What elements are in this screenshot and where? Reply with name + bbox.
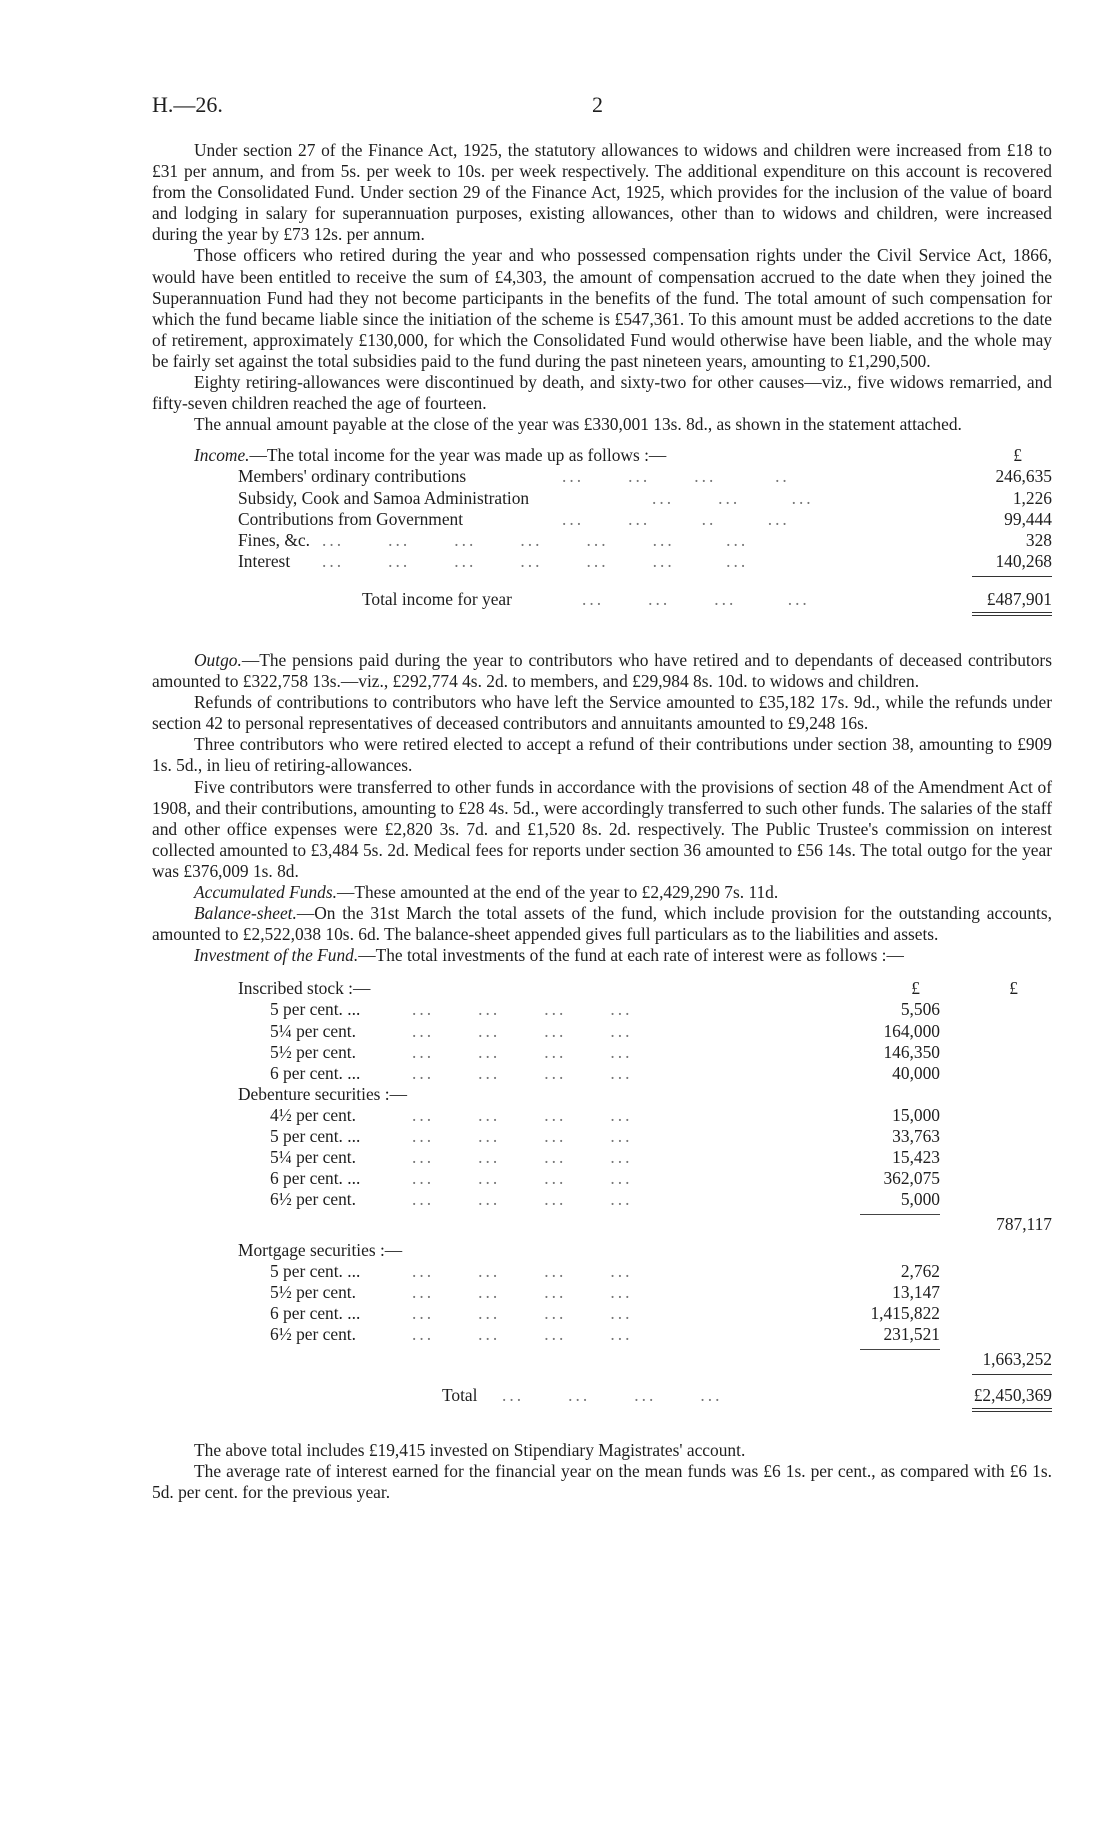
investment-heading-row xyxy=(152,1084,1052,1105)
paragraph: Under section 27 of the Finance Act, 1925, the statutory allowances to widows and children were increased from £18 to £31 per annum, and from 5s. per week to 10s. per week respectively. The additional expenditure on this account is recovered from the Consolidated Fund. Under section 29 of the Finance Act, 1925, which provides for the inclusion of the value of board and lodging in salary for superannuation purposes, existing allowances, other than to widows and children, were increased during the year by £73 12s. per annum. xyxy=(152,140,1052,245)
paragraph: The above total includes £19,415 invested on Stipendiary Magistrates' account. xyxy=(194,1440,746,1461)
currency-col2: £ xyxy=(1009,978,1018,999)
rate-label: 5¼ per cent. xyxy=(270,1147,356,1168)
investment-table xyxy=(152,978,1052,1412)
income-total-row: Total income for year ... ... ... ... £487,901 xyxy=(362,588,1052,609)
rule xyxy=(972,1374,1052,1375)
group-label: Inscribed stock :— xyxy=(238,978,371,999)
amount: 15,423 xyxy=(892,1147,940,1168)
rate-label: 5½ per cent. xyxy=(270,1041,356,1062)
investment-row: 6½ per cent. ... ... ... ... 5,000 xyxy=(270,1189,940,1210)
investment-row: 6 per cent. ... ... ... ... ... 40,000 xyxy=(270,1062,940,1083)
group-label: Mortgage securities :— xyxy=(238,1239,403,1260)
paragraph xyxy=(152,903,1052,945)
amount: 40,000 xyxy=(892,1062,940,1083)
investment-total-row: Total ... ... ... ... £2,450,369 xyxy=(442,1385,1052,1406)
currency-col1: £ xyxy=(911,978,920,999)
rule xyxy=(972,576,1052,577)
paragraph xyxy=(152,650,1052,692)
paragraph: Those officers who retired during the year and who possessed compensation rights under the Civil Service Act, 1866, would have been entitled to receive the sum of £4,303, the amount of compensation accrued to the date when they joined the Superannuation Fund had they not become participants in the benefits of the fund. The total amount of such compensation for which the fund became liable since the initiation of the scheme is £547,361. To this amount must be added accretions to the date of retirement, approximately £130,000, for which the Consolidated Fund would otherwise have been liable, and the whole may be fairly set against the total subsidies paid to the fund during the past nineteen years, amounting to £1,290,500. xyxy=(152,245,1052,371)
investment-row: 5 per cent. ... ... ... ... ... 33,763 xyxy=(270,1126,940,1147)
document-code: H.—26. xyxy=(152,92,223,117)
paragraph: Three contributors who were retired elected to accept a refund of their contributions under section 38, amounting to £909 1s. 5d., in lieu of retiring-allowances. xyxy=(152,734,1052,776)
income-total-amount: £487,901 xyxy=(986,588,1052,609)
investment-heading-row xyxy=(152,1240,1052,1261)
accumulated-text: —These amounted at the end of the year to £2,429,290 7s. 11d. xyxy=(336,882,779,902)
income-amount: 246,635 xyxy=(995,466,1052,487)
outgo-text: —The pensions paid during the year to contributors who have retired and to dependants of deceased contributors amounted to £322,758 13s.—viz., £292,774 4s. 2d. to members, and £29,984 8s. 10d. to widows and children. xyxy=(152,649,1052,692)
amount: 5,506 xyxy=(900,999,940,1020)
income-row: Interest ... ... ... ... ... ... ... 140,268 xyxy=(238,550,1052,571)
outgo-heading: Outgo. xyxy=(194,649,242,670)
income-heading: Income. xyxy=(194,445,250,466)
rate-label: 6 per cent. ... xyxy=(270,1302,361,1323)
income-currency: £ xyxy=(1013,445,1022,466)
rate-label: 6 per cent. ... xyxy=(270,1062,361,1083)
rate-label: 5 per cent. ... xyxy=(270,1126,361,1147)
income-heading-row xyxy=(152,445,1052,466)
group-label: Debenture securities :— xyxy=(238,1083,408,1104)
income-amount: 1,226 xyxy=(1012,487,1052,508)
balance-text: —On the 31st March the total assets of the fund, which include provision for the outstanding accounts, amounted to £2,522,038 10s. 6d. The balance-sheet appended gives full particulars as to the liabilities and assets. xyxy=(152,903,1052,945)
amount: 146,350 xyxy=(883,1041,940,1062)
subtotal-row xyxy=(152,1214,1052,1235)
rate-label: 5 per cent. ... xyxy=(270,1260,361,1281)
investment-row: 4½ per cent. ... ... ... ... 15,000 xyxy=(270,1104,940,1125)
amount: 164,000 xyxy=(883,1020,940,1041)
investment-row: 5¼ per cent. ... ... ... ... 164,000 xyxy=(270,1020,940,1041)
investment-row: 5 per cent. ... ... ... ... ... 5,506 xyxy=(270,999,940,1020)
investment-row: 5 per cent. ... ... ... ... ... 2,762 xyxy=(270,1260,940,1281)
income-amount: 140,268 xyxy=(995,550,1052,571)
rate-label: 5 per cent. ... xyxy=(270,999,361,1020)
paragraph: The average rate of interest earned for the financial year on the mean funds was £6 1s. per cent., as compared with £6 1s. 5d. per cent. for the previous year. xyxy=(152,1461,1052,1503)
income-label: Subsidy, Cook and Samoa Administration xyxy=(238,487,530,508)
investment-row: 6 per cent. ... ... ... ... ... 362,075 xyxy=(270,1168,940,1189)
investment-total-amount: £2,450,369 xyxy=(973,1385,1052,1406)
investment-row: 6 per cent. ... ... ... ... ... 1,415,822 xyxy=(270,1302,940,1323)
paragraph: Refunds of contributions to contributors who have left the Service amounted to £35,182 17s. 9d., while the refunds under section 42 to personal representatives of deceased contributors and annuitants amounted to £9,248 16s. xyxy=(152,692,1052,734)
income-intro: —The total income for the year was made up as follows :— xyxy=(249,445,667,466)
investment-total-label: Total xyxy=(442,1385,478,1406)
income-label: Interest xyxy=(238,550,291,571)
investment-heading: Investment of the Fund. xyxy=(194,945,359,966)
rate-label: 4½ per cent. xyxy=(270,1104,356,1125)
rate-label: 6½ per cent. xyxy=(270,1189,356,1210)
paragraph xyxy=(152,882,1052,903)
rate-label: 6½ per cent. xyxy=(270,1323,356,1344)
paragraph: The annual amount payable at the close of the year was £330,001 13s. 8d., as shown in the statement attached. xyxy=(194,414,962,435)
amount: 33,763 xyxy=(892,1126,940,1147)
income-section xyxy=(152,445,1052,616)
rate-label: 5½ per cent. xyxy=(270,1281,356,1302)
paragraph xyxy=(152,945,1052,966)
investment-heading-row xyxy=(152,978,1052,999)
accumulated-heading: Accumulated Funds. xyxy=(194,882,337,902)
income-row: Subsidy, Cook and Samoa Administration ... ... ... 1,226 xyxy=(238,487,1052,508)
income-row: Members' ordinary contributions ... ... ... .. 246,635 xyxy=(238,466,1052,487)
amount: 2,762 xyxy=(900,1260,940,1281)
subtotal-row xyxy=(152,1349,1052,1370)
balance-heading: Balance-sheet. xyxy=(194,903,297,924)
rate-label: 5¼ per cent. xyxy=(270,1020,356,1041)
income-label: Members' ordinary contributions xyxy=(238,466,467,487)
closing-notes xyxy=(152,1440,1052,1503)
amount: 1,415,822 xyxy=(870,1302,940,1323)
income-row: Contributions from Government ... ... .. ... 99,444 xyxy=(238,508,1052,529)
income-label: Contributions from Government xyxy=(238,508,464,529)
amount: 13,147 xyxy=(892,1281,940,1302)
income-amount: 328 xyxy=(1025,529,1052,550)
income-label: Fines, &c. xyxy=(238,529,310,550)
amount: 362,075 xyxy=(883,1168,940,1189)
rate-label: 6 per cent. ... xyxy=(270,1168,361,1189)
double-rule xyxy=(972,1408,1052,1412)
body-text xyxy=(152,140,1052,1503)
income-row: Fines, &c. ... ... ... ... ... ... ... 328 xyxy=(238,529,1052,550)
investment-row: 5½ per cent. ... ... ... ... 146,350 xyxy=(270,1041,940,1062)
paragraph: Eighty retiring-allowances were discontinued by death, and sixty-two for other causes—viz., five widows remarried, and fifty-seven children reached the age of fourteen. xyxy=(152,372,1052,414)
amount: 231,521 xyxy=(883,1323,940,1344)
mortgage-subtotal: 1,663,252 xyxy=(982,1348,1052,1369)
investment-text: —The total investments of the fund at each rate of interest were as follows :— xyxy=(358,945,904,966)
amount: 5,000 xyxy=(900,1189,940,1210)
debenture-subtotal: 787,117 xyxy=(996,1214,1052,1235)
investment-row: 5¼ per cent. ... ... ... ... 15,423 xyxy=(270,1147,940,1168)
page-header xyxy=(152,92,1052,122)
income-amount: 99,444 xyxy=(1004,508,1052,529)
investment-row: 5½ per cent. ... ... ... ... 13,147 xyxy=(270,1281,940,1302)
page-number: 2 xyxy=(592,92,603,117)
income-total-label: Total income for year xyxy=(362,588,512,609)
paragraph: Five contributors were transferred to other funds in accordance with the provisions of section 48 of the Amendment Act of 1908, and their contributions, amounting to £28 4s. 5d., were accordingly transferred to such other funds. The salaries of the staff and other office expenses were £2,820 3s. 7d. and £1,520 8s. 2d. respectively. The Public Trustee's commission on interest collected amounted to £3,484 5s. 2d. Medical fees for reports under section 36 amounted to £56 14s. The total outgo for the year was £376,009 1s. 8d. xyxy=(152,776,1052,881)
amount: 15,000 xyxy=(892,1104,940,1125)
investment-row: 6½ per cent. ... ... ... ... 231,521 xyxy=(270,1323,940,1344)
